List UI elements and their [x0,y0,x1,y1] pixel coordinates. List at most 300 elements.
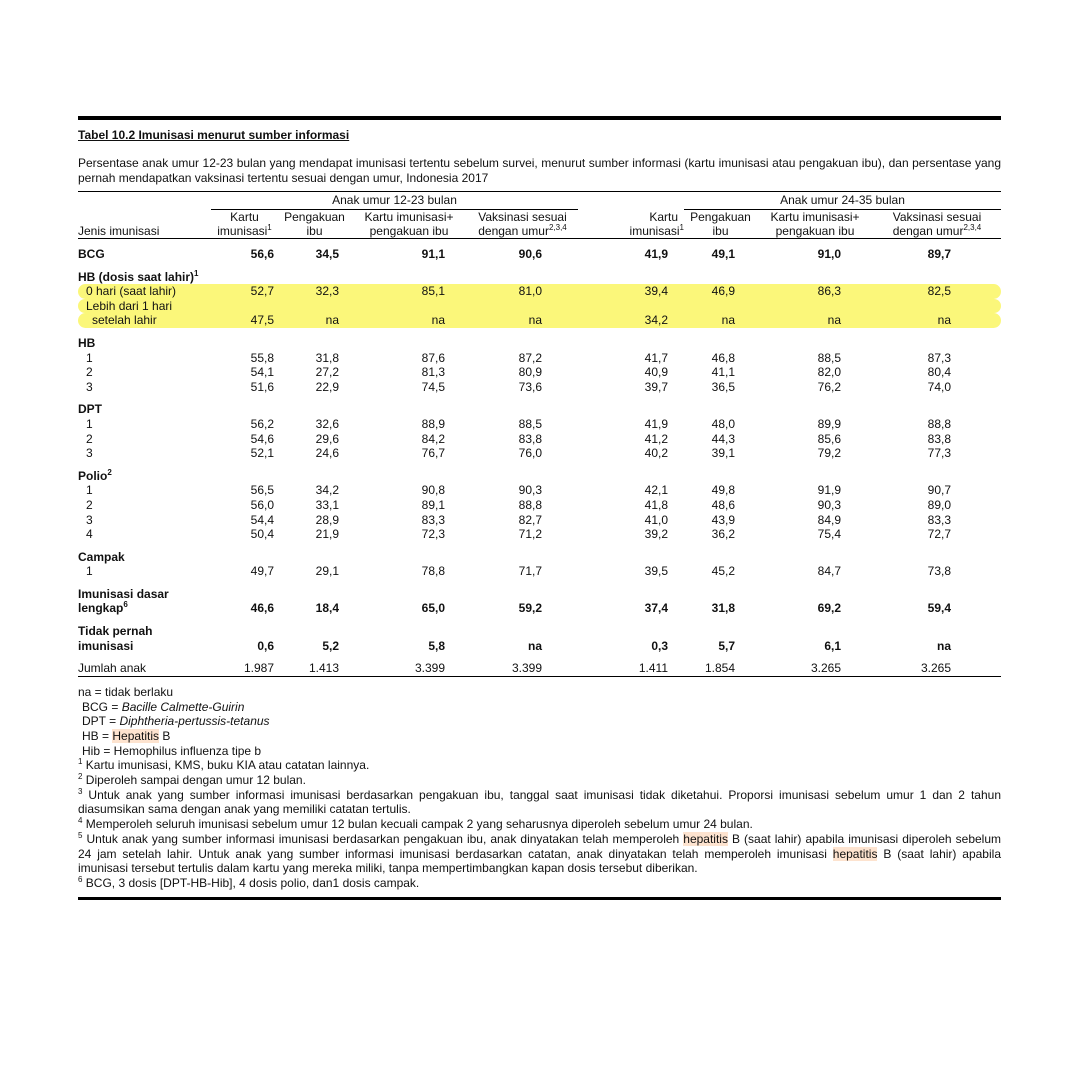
col-vaksinasi-b-sup: 2,3,4 [963,223,982,232]
row-label [78,639,211,654]
note-5-sup: 5 [78,830,83,840]
cell-value [873,336,1001,351]
note-bcg-label: BCG = [82,699,122,714]
column-header-row-2 [78,224,1001,239]
cell-value [684,624,757,639]
cell-value: 5,7 [718,638,735,653]
row-label-text: lengkap [78,601,124,616]
row-label [78,351,211,366]
col-vaksinasi-b-line1: Vaksinasi sesuai [892,210,982,224]
cell-value: 73,8 [927,564,951,579]
cell-value: 87,6 [421,350,445,365]
table-row [78,299,1001,314]
column-header-row-1 [78,210,1001,225]
cell-value: 29,1 [315,564,339,579]
note-6-sup: 6 [78,874,83,884]
table-row [78,601,1001,616]
row-label-header: Jenis imunisasi [78,224,211,239]
cell-value: 46,9 [684,284,757,299]
cell-value: 34,2 [578,313,684,328]
note-2-sup: 2 [78,772,83,782]
col-kartu-sup: 1 [267,223,272,232]
cell-value: 88,8 [518,497,542,512]
cell-value: 88,5 [817,350,841,365]
note-5-highlight-1: hepatitis [683,831,728,846]
col-vaksinasi-b-line2: dengan umur [892,224,964,238]
cell-value: 49,1 [711,247,735,261]
cell-value: 28,9 [315,512,339,527]
cell-value [211,299,278,314]
cell-value: 39,4 [578,284,684,299]
table-row [78,527,1001,542]
note-hb-tail: B [159,728,171,743]
cell-value [211,624,278,639]
cell-value: 83,3 [421,512,445,527]
cell-value [684,402,757,417]
cell-value: 37,4 [644,601,668,616]
note-4-text: Memperoleh seluruh imunisasi sebelum umur 12 bulan kecuali campak 2 yang seharusnya diperoleh sebelum umur 24 bulan. [82,817,753,832]
row-label [78,483,211,498]
cell-value: 32,6 [315,416,339,431]
table-row [78,432,1001,447]
cell-value: 1.411 [578,661,684,676]
cell-value [873,469,1001,484]
cell-value: 91,9 [817,483,841,498]
cell-value [757,402,873,417]
cell-value: 24,6 [315,446,339,461]
table-row [78,336,1001,351]
row-label-text: 4 [86,527,93,542]
cell-value: 89,1 [421,497,445,512]
table-row [78,564,1001,579]
cell-value [467,624,578,639]
bottom-rule [78,897,1001,900]
cell-value: 49,7 [250,564,274,579]
cell-value [278,550,351,565]
table-row [78,661,1001,676]
table-row [78,380,1001,395]
cell-value: 54,6 [250,431,274,446]
cell-value: 71,2 [518,527,542,542]
cell-value [467,469,578,484]
cell-value: 56,0 [250,497,274,512]
cell-value: 82,5 [873,284,1001,299]
cell-value: 90,8 [421,483,445,498]
row-label-text: 1 [86,416,93,431]
col-pengakuan-line2: ibu [278,224,351,239]
row-label [78,601,211,616]
row-label [78,247,211,262]
note-4 [78,817,1001,832]
col-pengakuan-line1: Pengakuan [284,210,345,224]
footnotes [78,685,1001,891]
cell-value: 81,0 [467,284,578,299]
row-label [78,469,211,484]
cell-value: 78,8 [421,564,445,579]
cell-value: 1.413 [278,661,351,676]
cell-value: 69,2 [817,601,841,616]
row-label-text: 2 [86,365,93,380]
row-label-text: 1 [86,483,93,498]
note-5-text-e: B (saat lahir) apabila imunisasi tersebut tertulis dalam kartu yang mereka miliki, tanpa mempertimbangkan kapan dosis tersebut diberikan. [78,846,1001,876]
row-label-text: Campak [78,549,125,564]
cell-value: 34,5 [315,247,339,261]
cell-value [467,550,578,565]
cell-value: 40,2 [644,446,668,461]
row-label [78,446,211,461]
table-row [78,417,1001,432]
row-label [78,284,211,299]
row-label-text: HB (dosis saat lahir) [78,269,195,284]
cell-value: 73,6 [518,379,542,394]
table-row [78,270,1001,285]
row-label [78,313,211,328]
col-pengakuan-b-line1: Pengakuan [690,210,751,224]
cell-value [351,587,467,602]
cell-value: na [684,313,757,328]
cell-value [351,550,467,565]
cell-value: 48,6 [711,497,735,512]
cell-value: na [936,638,951,653]
cell-value: 76,0 [518,446,542,461]
cell-value: na [467,313,578,328]
cell-value [578,624,684,639]
cell-value [467,336,578,351]
cell-value: 88,8 [927,416,951,431]
row-label-text: 3 [86,379,93,394]
row-label [78,564,211,579]
row-label-text: 0 hari (saat lahir) [86,284,177,299]
note-1 [78,758,1001,773]
note-dpt-def: Diphtheria-pertussis-tetanus [119,714,270,729]
cell-value: 56,6 [250,247,274,261]
table-row [78,446,1001,461]
cell-value: 40,9 [644,365,668,380]
document-page [78,116,1001,900]
cell-value: 72,7 [927,527,951,542]
row-label [78,336,211,351]
row-label [78,417,211,432]
table-row [78,247,1001,262]
cell-value: 41,7 [644,350,668,365]
row-label-text: Imunisasi dasar [78,586,169,601]
cell-value: 54,4 [250,512,274,527]
cell-value: 0,3 [651,638,668,653]
row-label-sup: 6 [123,600,128,610]
note-hb-label: HB = [82,728,113,743]
cell-value: 51,6 [250,379,274,394]
group-header-row [78,192,1001,210]
cell-value [351,270,467,285]
row-label [78,299,211,314]
cell-value: 39,2 [644,527,668,542]
cell-value: 59,4 [927,601,951,616]
cell-value: 55,8 [250,350,274,365]
note-2-text: Diperoleh sampai dengan umur 12 bulan. [82,773,306,788]
cell-value: 83,3 [927,512,951,527]
cell-value: 54,1 [250,365,274,380]
cell-value [757,550,873,565]
cell-value [578,270,684,285]
cell-value: 74,5 [421,379,445,394]
cell-value [351,336,467,351]
col-kartu-b-line2: imunisasi [629,224,680,238]
cell-value [211,270,278,285]
cell-value [578,469,684,484]
row-label-text: Jumlah anak [78,661,147,676]
row-label-text: 1 [86,564,93,579]
cell-value [684,336,757,351]
cell-value [684,587,757,602]
cell-value [211,469,278,484]
row-label-text: DPT [78,402,102,417]
cell-value: 43,9 [711,512,735,527]
cell-value: 3.265 [757,661,873,676]
cell-value: 0,6 [257,638,274,653]
cell-value [278,469,351,484]
row-label [78,270,211,285]
cell-value: 46,6 [250,601,274,616]
cell-value: 74,0 [927,379,951,394]
group-header-12-23: Anak umur 12-23 bulan [211,192,578,210]
cell-value: 39,5 [644,564,668,579]
cell-value: 22,9 [315,379,339,394]
cell-value: 41,9 [644,416,668,431]
col-kartu-b-sup: 1 [679,223,684,232]
note-3-sup: 3 [78,786,83,796]
row-label-text: Tidak pernah [78,624,153,639]
row-label-sup: 1 [194,268,199,278]
table-row [78,284,1001,299]
top-rule [78,116,1001,120]
cell-value [578,550,684,565]
note-1-text: Kartu imunisasi, KMS, buku KIA atau catatan lainnya. [82,758,370,773]
cell-value: 79,2 [817,446,841,461]
cell-value: 89,0 [927,497,951,512]
cell-value: 6,1 [824,638,841,653]
cell-value: 81,3 [421,365,445,380]
row-label-text: setelah lahir [92,313,157,328]
cell-value: 56,5 [250,483,274,498]
cell-value [467,270,578,285]
cell-value: 56,2 [250,416,274,431]
cell-value: 84,7 [817,564,841,579]
cell-value [684,469,757,484]
cell-value [211,587,278,602]
cell-value: 65,0 [421,601,445,616]
cell-value: 89,7 [927,247,951,261]
row-label-text: 1 [86,350,93,365]
cell-value [757,299,873,314]
cell-value [757,587,873,602]
cell-value: 89,9 [817,416,841,431]
cell-value: 83,8 [927,431,951,446]
cell-value: 44,3 [711,431,735,446]
table-row [78,483,1001,498]
cell-value: 71,7 [518,564,542,579]
note-2 [78,773,1001,788]
cell-value [757,624,873,639]
cell-value: 88,5 [518,416,542,431]
row-label-text: 3 [86,512,93,527]
cell-value [684,299,757,314]
cell-value [467,299,578,314]
group-header-24-35: Anak umur 24-35 bulan [684,192,1001,210]
cell-value: na [757,313,873,328]
cell-value: 85,6 [817,431,841,446]
cell-value: 59,2 [518,601,542,616]
row-label [78,527,211,542]
cell-value: 72,3 [421,527,445,542]
cell-value: 50,4 [250,527,274,542]
row-label-text: 2 [86,497,93,512]
cell-value [278,587,351,602]
cell-value: 87,2 [518,350,542,365]
row-label [78,513,211,528]
cell-value [757,270,873,285]
note-1-sup: 1 [78,757,83,767]
cell-value: 91,0 [817,247,841,261]
cell-value [578,587,684,602]
row-label [78,587,211,602]
cell-value: 83,8 [518,431,542,446]
row-label-text: BCG [78,247,105,261]
cell-value: 41,0 [644,512,668,527]
cell-value [211,336,278,351]
cell-value [278,270,351,285]
cell-value [578,299,684,314]
note-4-sup: 4 [78,816,83,826]
note-hb-highlight: Hepatitis [112,728,160,743]
cell-value [873,624,1001,639]
col-kartu-pengakuan-line1: Kartu imunisasi+ [364,210,454,224]
row-label-text: imunisasi [78,638,134,653]
cell-value: 1.854 [684,661,757,676]
note-5-text-a: Untuk anak yang sumber informasi imunisasi berdasarkan pengakuan ibu, anak dinyatakan telah memperoleh [82,831,684,846]
cell-value: 5,8 [428,638,445,653]
note-hb [78,729,1001,744]
cell-value: 47,5 [211,313,278,328]
cell-value [684,550,757,565]
row-label [78,498,211,513]
note-3 [78,788,1001,817]
cell-value: 3.399 [467,661,578,676]
cell-value: 41,1 [711,365,735,380]
col-kartu-pengakuan-b-line2: pengakuan ibu [757,224,873,239]
col-kartu-pengakuan-b-line1: Kartu imunisasi+ [770,210,860,224]
cell-value: 85,1 [351,284,467,299]
note-bcg-def: Bacille Calmette-Guirin [121,699,245,714]
table-description: Persentase anak umur 12-23 bulan yang mendapat imunisasi tertentu sebelum survei, menurut sumber informasi (kartu imunisasi atau pengakuan ibu), dan persentase yang pernah mendapatkan vaksinasi tertentu sesuai dengan umur, Indonesia 2017 [78,156,1001,185]
cell-value: na [873,313,1001,328]
col-kartu-line2: imunisasi [217,224,268,238]
cell-value: 52,1 [250,446,274,461]
table-row [78,498,1001,513]
cell-value [873,402,1001,417]
note-5-text-c: B (saat lahir) apabila imunisasi diperoleh sebelum 24 jam setelah lahir. Untuk anak yang sumber informasi imunisasi berdasarkan catatan, anak dinyatakan telah memperoleh imunisasi [78,831,1002,861]
cell-value: 1.987 [211,661,278,676]
cell-value: 46,8 [711,350,735,365]
cell-value: 82,7 [518,512,542,527]
row-label [78,661,211,676]
row-label-text: Polio [78,468,108,483]
cell-value [578,336,684,351]
col-vaksinasi-line2: dengan umur [478,224,549,238]
cell-value: 90,3 [518,483,542,498]
cell-value [757,469,873,484]
table-row [78,639,1001,654]
cell-value: 3.399 [351,661,467,676]
cell-value: 52,7 [211,284,278,299]
note-na: na = tidak berlaku [78,684,174,699]
cell-value: 39,7 [644,379,668,394]
row-label [78,624,211,639]
cell-value: 33,1 [315,497,339,512]
col-vaksinasi-sup: 2,3,4 [548,223,567,232]
table-row [78,513,1001,528]
row-label-sup: 2 [107,467,112,477]
table-row [78,624,1001,639]
row-label [78,402,211,417]
row-label [78,365,211,380]
cell-value: 34,2 [315,483,339,498]
cell-value [873,270,1001,285]
cell-value: 80,4 [927,365,951,380]
col-kartu-pengakuan-line2: pengakuan ibu [351,224,467,239]
col-vaksinasi-line1: Vaksinasi sesuai [478,210,567,224]
col-pengakuan-b-line2: ibu [684,224,757,239]
cell-value: 86,3 [757,284,873,299]
cell-value: 82,0 [817,365,841,380]
cell-value: 49,8 [711,483,735,498]
cell-value: 18,4 [315,601,339,616]
note-6-text: BCG, 3 dosis [DPT-HB-Hib], 4 dosis polio, dan1 dosis campak. [82,875,420,890]
cell-value [351,402,467,417]
table-row [78,313,1001,328]
cell-value [351,299,467,314]
cell-value [211,550,278,565]
note-bcg [78,700,1001,715]
cell-value: na [527,638,542,653]
note-5-highlight-2: hepatitis [832,846,878,861]
note-5 [78,832,1001,876]
cell-value: 21,9 [315,527,339,542]
cell-value [278,299,351,314]
cell-value: 36,5 [711,379,735,394]
cell-value: 90,3 [817,497,841,512]
cell-value [278,336,351,351]
cell-value [351,469,467,484]
table-title: Tabel 10.2 Imunisasi menurut sumber informasi [78,128,350,142]
cell-value: 31,8 [315,350,339,365]
table-row [78,469,1001,484]
row-label-text: 3 [86,446,93,461]
cell-value: 36,2 [711,527,735,542]
cell-value: 77,3 [927,446,951,461]
cell-value: na [278,313,351,328]
cell-value: 76,2 [817,379,841,394]
row-label-text: 2 [86,431,93,446]
cell-value [467,402,578,417]
cell-value: 31,8 [711,601,735,616]
col-kartu-line1: Kartu [230,210,259,224]
table-row [78,550,1001,565]
cell-value [278,624,351,639]
cell-value: 39,1 [711,446,735,461]
cell-value: 27,2 [315,365,339,380]
cell-value: 41,9 [644,247,668,261]
note-dpt-label: DPT = [82,714,120,729]
